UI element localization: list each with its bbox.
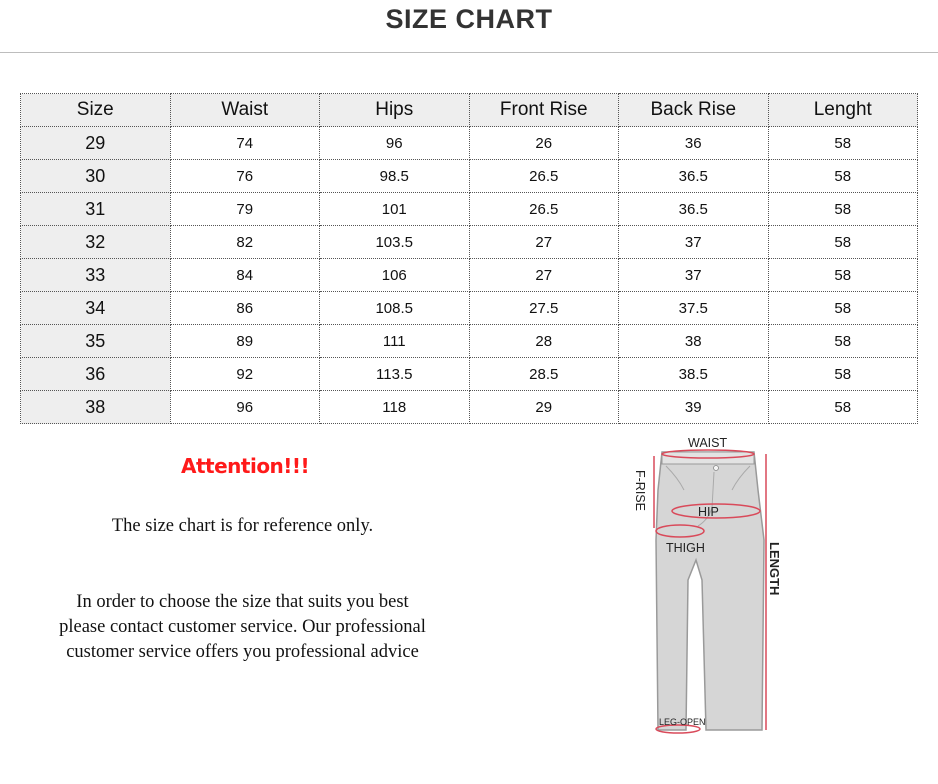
column-header: Hips [320, 94, 470, 127]
measurement-cell: 58 [768, 226, 918, 259]
measurement-cell: 108.5 [320, 292, 470, 325]
measurement-cell: 103.5 [320, 226, 470, 259]
column-header: Waist [170, 94, 320, 127]
measurement-cell: 101 [320, 193, 470, 226]
size-cell: 33 [21, 259, 171, 292]
size-cell: 31 [21, 193, 171, 226]
measurement-cell: 36.5 [619, 193, 769, 226]
size-table [20, 93, 918, 424]
table-row [21, 226, 918, 259]
contact-line: please contact customer service. Our professional [59, 617, 426, 637]
measurement-cell: 111 [320, 325, 470, 358]
measurement-cell: 74 [170, 127, 320, 160]
measurement-cell: 58 [768, 325, 918, 358]
attention-heading: Attention!!! [181, 454, 310, 478]
table-row [21, 391, 918, 424]
measurement-cell: 38 [619, 325, 769, 358]
measurement-cell: 96 [320, 127, 470, 160]
table-row [21, 160, 918, 193]
contact-note [20, 590, 465, 665]
table-row [21, 325, 918, 358]
hip-label: HIP [698, 505, 719, 519]
size-cell: 38 [21, 391, 171, 424]
measurement-cell: 39 [619, 391, 769, 424]
measurement-cell: 92 [170, 358, 320, 391]
size-cell: 30 [21, 160, 171, 193]
table-row [21, 127, 918, 160]
reference-note: The size chart is for reference only. [111, 516, 374, 536]
measurement-cell: 26.5 [469, 160, 619, 193]
pants-illustration [656, 452, 764, 730]
measurement-cell: 29 [469, 391, 619, 424]
measurement-cell: 58 [768, 292, 918, 325]
contact-line: customer service offers you professional advice [66, 642, 419, 662]
measurement-cell: 28 [469, 325, 619, 358]
measurement-cell: 27 [469, 259, 619, 292]
waist-label: WAIST [688, 436, 728, 450]
measurement-cell: 86 [170, 292, 320, 325]
measurement-cell: 58 [768, 160, 918, 193]
leg-open-label: LEG-OPEN [659, 717, 706, 727]
measurement-cell: 98.5 [320, 160, 470, 193]
table-row [21, 292, 918, 325]
measurement-cell: 79 [170, 193, 320, 226]
thigh-label: THIGH [666, 541, 705, 555]
button-icon [714, 466, 719, 471]
contact-line: In order to choose the size that suits you best [76, 592, 409, 612]
measurement-cell: 58 [768, 391, 918, 424]
table-row [21, 358, 918, 391]
column-header: Back Rise [619, 94, 769, 127]
measurement-cell: 58 [768, 259, 918, 292]
size-cell: 34 [21, 292, 171, 325]
size-cell: 29 [21, 127, 171, 160]
measurement-cell: 38.5 [619, 358, 769, 391]
measurement-cell: 27.5 [469, 292, 619, 325]
table-row [21, 193, 918, 226]
column-header: Lenght [768, 94, 918, 127]
column-header: Size [21, 94, 171, 127]
measurement-cell: 113.5 [320, 358, 470, 391]
measurement-cell: 106 [320, 259, 470, 292]
measurement-cell: 37 [619, 226, 769, 259]
measurement-cell: 58 [768, 358, 918, 391]
column-header: Front Rise [469, 94, 619, 127]
measurement-cell: 58 [768, 193, 918, 226]
measurement-cell: 89 [170, 325, 320, 358]
table-row [21, 259, 918, 292]
table-body [21, 127, 918, 424]
measurement-cell: 58 [768, 127, 918, 160]
size-cell: 36 [21, 358, 171, 391]
title-divider [0, 52, 938, 53]
measurement-cell: 37.5 [619, 292, 769, 325]
measurement-cell: 84 [170, 259, 320, 292]
measurement-cell: 26 [469, 127, 619, 160]
measurement-cell: 82 [170, 226, 320, 259]
pants-measurement-diagram [626, 430, 796, 740]
front-rise-label: F-RISE [633, 470, 647, 511]
measurement-cell: 36 [619, 127, 769, 160]
measurement-cell: 96 [170, 391, 320, 424]
measurement-cell: 28.5 [469, 358, 619, 391]
size-cell: 35 [21, 325, 171, 358]
measurement-cell: 37 [619, 259, 769, 292]
measurement-cell: 26.5 [469, 193, 619, 226]
page-title: SIZE CHART [385, 4, 553, 34]
measurement-cell: 27 [469, 226, 619, 259]
length-label: LENGTH [767, 542, 782, 596]
table-header-row [21, 94, 918, 127]
size-cell: 32 [21, 226, 171, 259]
measurement-cell: 36.5 [619, 160, 769, 193]
measurement-cell: 76 [170, 160, 320, 193]
measurement-cell: 118 [320, 391, 470, 424]
